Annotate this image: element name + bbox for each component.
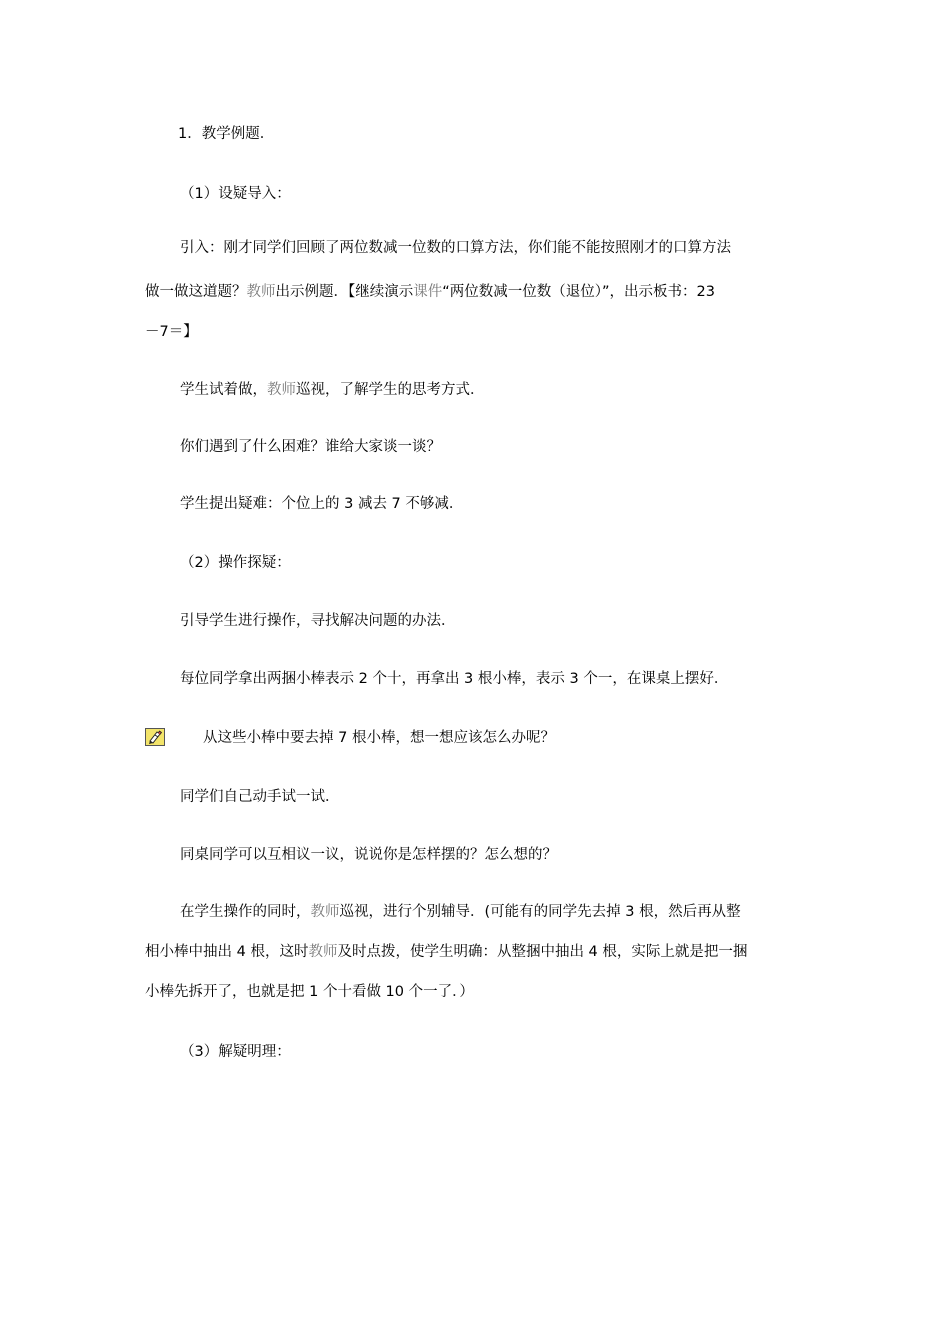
during-teacher-word-1: 教师 xyxy=(310,904,340,920)
try-text-a: 学生试着做， xyxy=(180,382,267,398)
during-teacher-word-2: 教师 xyxy=(308,944,338,960)
during-text-c: 巡视，进行个别辅导．(可能有的同学先去掉 3 根，然后再从整 xyxy=(339,904,741,920)
intro-courseware-word: 课件 xyxy=(413,284,443,300)
during-line-3: 小棒先拆开了，也就是把 1 个十看做 10 个一了．） xyxy=(145,984,474,1000)
difficulty-question: 你们遇到了什么困难？谁给大家谈一谈？ xyxy=(180,439,441,455)
intro-line-1: 引入：刚才同学们回顾了两位数减一位数的口算方法，你们能不能按照刚才的口算方法 xyxy=(180,240,731,256)
intro-line-2 xyxy=(145,282,715,302)
try-self-line: 同学们自己动手试一试． xyxy=(180,789,340,805)
during-text-f: 及时点拨，使学生明确：从整捆中抽出 4 根，实际上就是把一捆 xyxy=(337,944,748,960)
try-line xyxy=(180,380,485,400)
intro-text-e: “两位数减一位数（退位）”，出示板书：23 xyxy=(442,284,715,300)
edit-note-icon[interactable] xyxy=(145,728,165,746)
section-heading: 1．教学例题． xyxy=(178,126,275,142)
guide-line: 引导学生进行操作，寻找解决问题的办法． xyxy=(180,613,456,629)
intro-line-3: －7＝】 xyxy=(145,324,198,340)
intro-text-a: 做一做这道题？ xyxy=(145,284,247,300)
subsection-2-title: （2）操作探疑： xyxy=(180,555,291,571)
during-line-2 xyxy=(145,942,747,962)
intro-text-c: 出示例题．【继续演示 xyxy=(275,284,414,300)
try-teacher-word: 教师 xyxy=(267,382,296,398)
subsection-1-title: （1）设疑导入： xyxy=(180,186,291,202)
each-student-line: 每位同学拿出两捆小棒表示 2 个十，再拿出 3 根小棒，表示 3 个一，在课桌上摆好． xyxy=(180,671,729,687)
during-text-a: 在学生操作的同时， xyxy=(180,904,311,920)
try-text-c: 巡视，了解学生的思考方式． xyxy=(296,382,485,398)
subsection-3-title: （3）解疑明理： xyxy=(180,1044,291,1060)
during-line-1 xyxy=(180,902,741,922)
student-doubt: 学生提出疑难：个位上的 3 减去 7 不够减． xyxy=(180,496,464,512)
during-text-d: 相小棒中抽出 4 根，这时 xyxy=(145,944,309,960)
remove-question: 从这些小棒中要去掉 7 根小棒，想一想应该怎么办呢？ xyxy=(203,730,555,746)
intro-teacher-word: 教师 xyxy=(246,284,276,300)
deskmate-line: 同桌同学可以互相议一议，说说你是怎样摆的？怎么想的？ xyxy=(180,847,557,863)
